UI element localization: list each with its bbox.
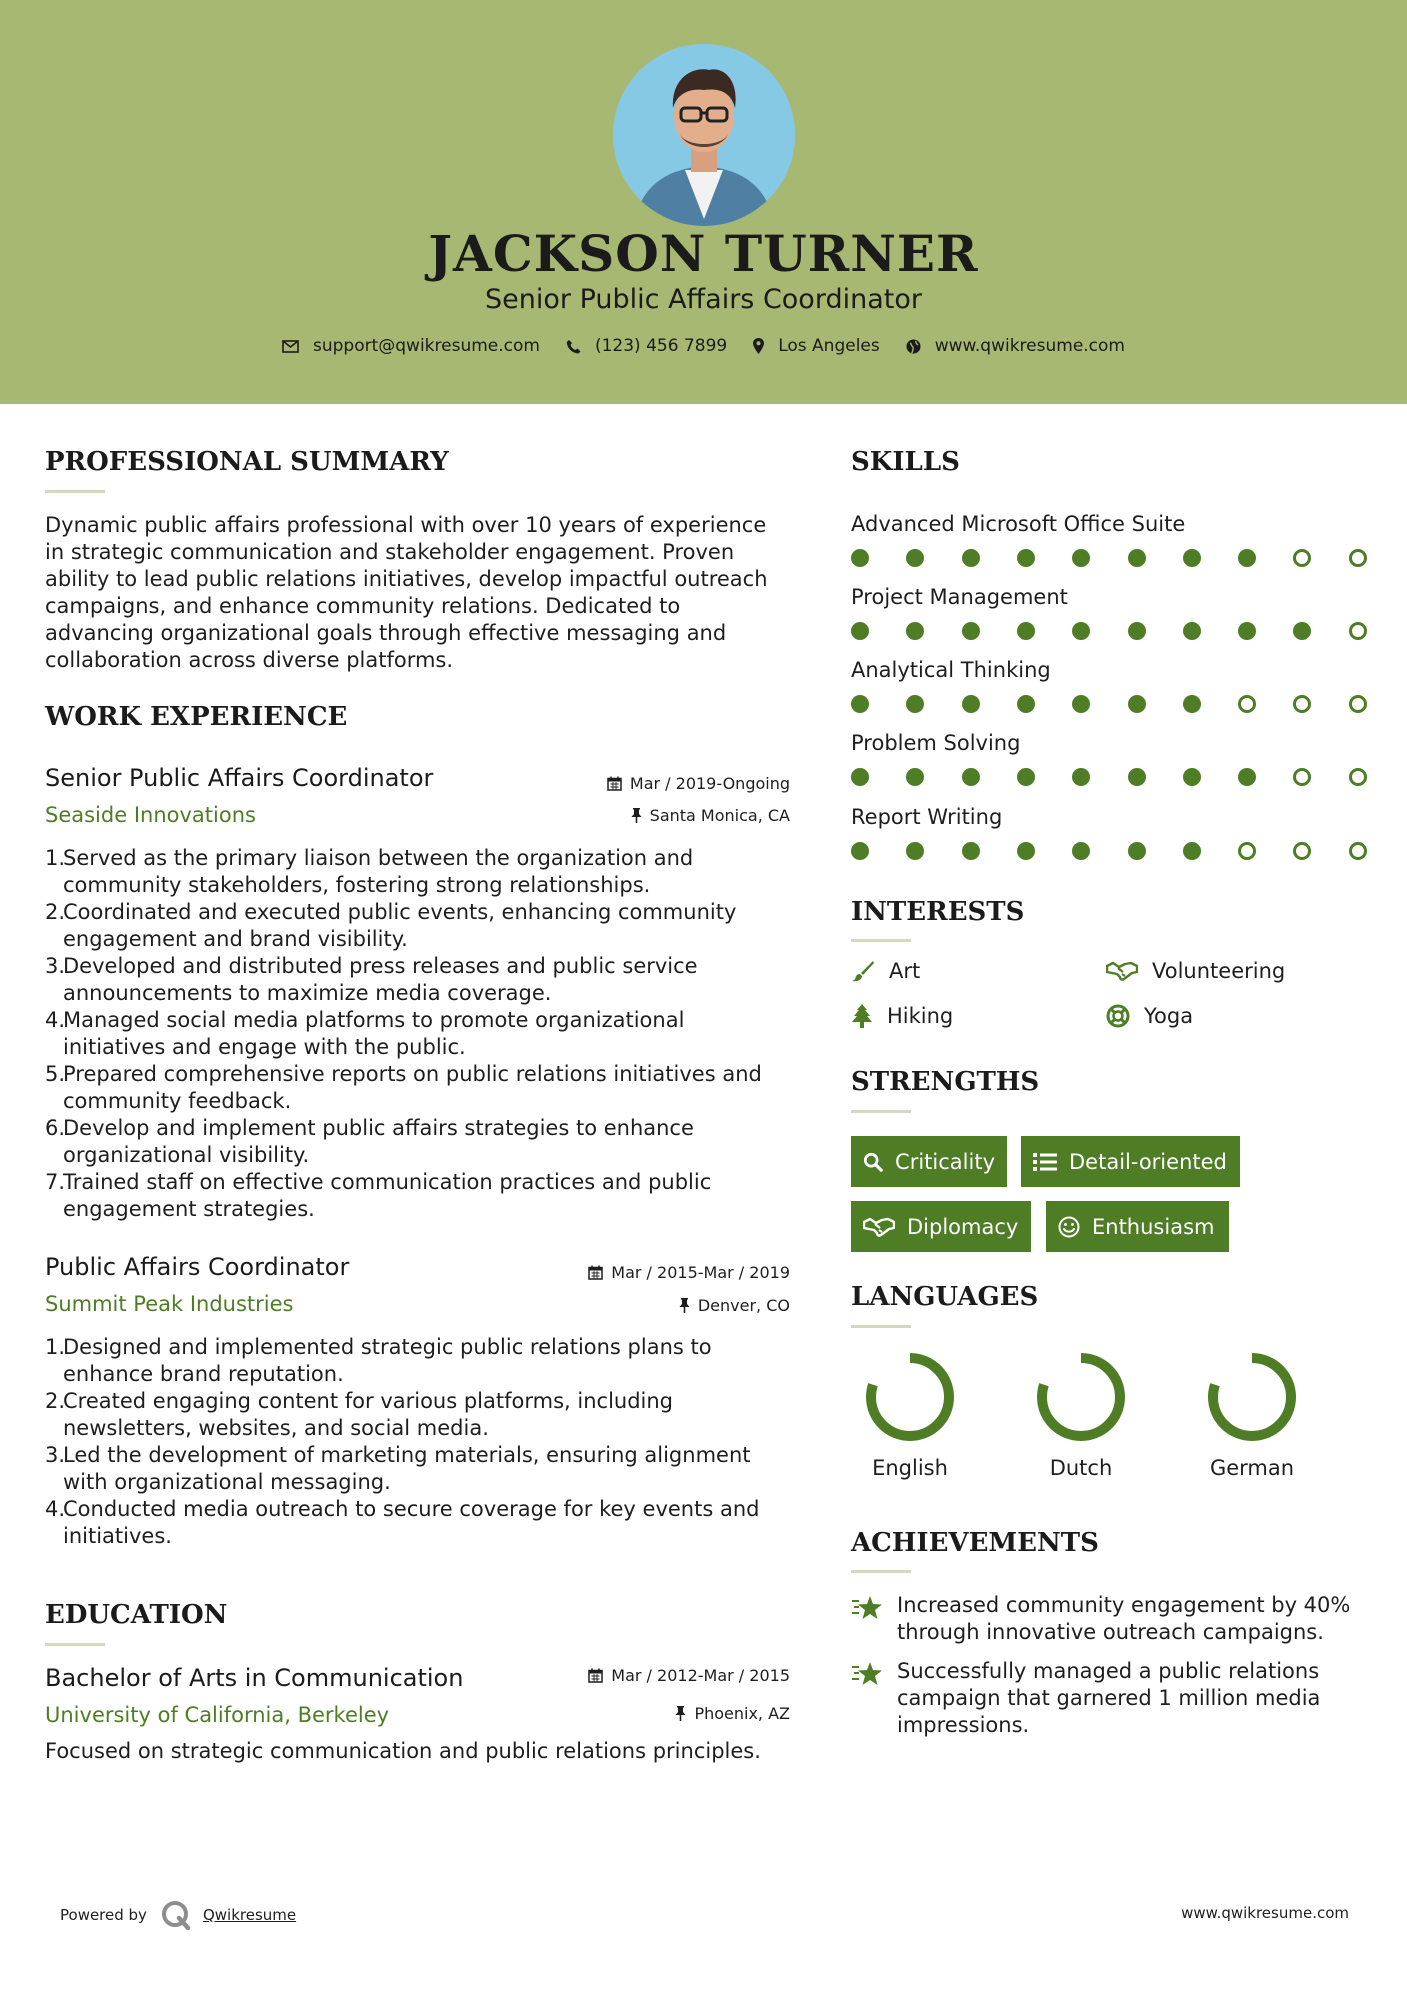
calendar-icon bbox=[607, 776, 622, 791]
rating-dot-empty bbox=[1349, 842, 1367, 860]
handshake-icon bbox=[1106, 961, 1138, 981]
rating-dot-filled bbox=[1017, 695, 1035, 713]
rating-dot-empty bbox=[1238, 695, 1256, 713]
rating-dot-filled bbox=[1183, 549, 1201, 567]
company-name: Summit Peak Industries bbox=[45, 1292, 294, 1316]
list-item: 3. Developed and distributed press releases and public service announcements to maximize media coverage. bbox=[45, 954, 698, 1005]
qwikresume-link[interactable]: Qwikresume bbox=[202, 1906, 297, 1924]
rating-dot-filled bbox=[851, 842, 869, 860]
job-dates bbox=[588, 1263, 790, 1282]
rating-dot-filled bbox=[851, 622, 869, 640]
rating-dot-filled bbox=[1072, 622, 1090, 640]
achievements-rule bbox=[851, 1570, 911, 1573]
person-illustration bbox=[613, 44, 795, 226]
calendar-icon bbox=[588, 1265, 603, 1280]
website-text: www.qwikresume.com bbox=[934, 336, 1125, 356]
language-label: English bbox=[872, 1456, 948, 1480]
location-text: Denver, CO bbox=[697, 1296, 790, 1315]
star-icon bbox=[851, 1661, 883, 1687]
strength-tag: Diplomacy bbox=[851, 1201, 1031, 1252]
tree-icon bbox=[851, 1004, 873, 1028]
contact-bar bbox=[0, 336, 1407, 356]
education-description: Focused on strategic communication and public relations principles. bbox=[45, 1739, 761, 1763]
rating-dot-filled bbox=[906, 842, 924, 860]
rating-dot-filled bbox=[1128, 842, 1146, 860]
interests-rule bbox=[851, 939, 911, 942]
pushpin-icon bbox=[675, 1706, 686, 1721]
rating-dot-filled bbox=[962, 549, 980, 567]
rating-dot-filled bbox=[1293, 622, 1311, 640]
skills-heading: SKILLS bbox=[851, 447, 960, 477]
contact-website[interactable] bbox=[906, 336, 1125, 356]
rating-dot-filled bbox=[1238, 768, 1256, 786]
rating-dot-filled bbox=[1183, 768, 1201, 786]
rating-dot-filled bbox=[1128, 768, 1146, 786]
skill-name: Analytical Thinking bbox=[851, 658, 1051, 682]
job-responsibilities bbox=[45, 845, 790, 1223]
rating-dot-filled bbox=[1128, 622, 1146, 640]
education-location bbox=[675, 1704, 790, 1723]
phone-icon bbox=[566, 339, 581, 354]
powered-by bbox=[60, 1898, 296, 1932]
language-label: German bbox=[1209, 1456, 1295, 1480]
map-pin-icon bbox=[753, 338, 764, 354]
language-item bbox=[850, 1352, 970, 1480]
pushpin-icon bbox=[679, 1298, 690, 1313]
rating-dot-filled bbox=[906, 549, 924, 567]
rating-dot-empty bbox=[1293, 549, 1311, 567]
degree-title: Bachelor of Arts in Communication bbox=[45, 1664, 464, 1692]
rating-dot-filled bbox=[962, 695, 980, 713]
lifering-icon bbox=[1106, 1004, 1130, 1028]
list-item: 1. Designed and implemented strategic public relations plans to enhance brand reputation. bbox=[45, 1335, 712, 1386]
interest-volunteering: Volunteering bbox=[1106, 959, 1285, 983]
skill-rating bbox=[851, 842, 1371, 862]
rating-dot-filled bbox=[851, 768, 869, 786]
list-item: 4. Conducted media outreach to secure coverage for key events and initiatives. bbox=[45, 1497, 760, 1548]
contact-email[interactable] bbox=[282, 336, 540, 356]
rating-dot-filled bbox=[851, 695, 869, 713]
rating-dot-filled bbox=[906, 768, 924, 786]
rating-dot-empty bbox=[1293, 842, 1311, 860]
language-ring-arc bbox=[1042, 1358, 1120, 1436]
rating-dot-filled bbox=[1072, 549, 1090, 567]
list-item: 3. Led the development of marketing materials, ensuring alignment with organizational messaging. bbox=[45, 1443, 751, 1494]
job-responsibilities bbox=[45, 1334, 790, 1550]
company-name: Seaside Innovations bbox=[45, 803, 256, 827]
smile-icon bbox=[1058, 1216, 1080, 1238]
list-item: 1. Served as the primary liaison between the organization and community stakeholders, fostering strong relationships. bbox=[45, 846, 694, 897]
candidate-role: Senior Public Affairs Coordinator bbox=[485, 284, 922, 315]
interest-art: Art bbox=[851, 959, 920, 983]
globe-icon bbox=[906, 339, 921, 354]
rating-dot-filled bbox=[851, 549, 869, 567]
rating-dot-empty bbox=[1293, 768, 1311, 786]
dates-text: Mar / 2019-Ongoing bbox=[629, 774, 790, 793]
achievement-item: Increased community engagement by 40% through innovative outreach campaigns. bbox=[851, 1592, 1371, 1646]
contact-phone[interactable] bbox=[566, 336, 727, 356]
education-dates bbox=[588, 1666, 790, 1685]
rating-dot-filled bbox=[962, 622, 980, 640]
skill-name: Problem Solving bbox=[851, 731, 1021, 755]
rating-dot-empty bbox=[1238, 842, 1256, 860]
skill-rating bbox=[851, 695, 1371, 715]
rating-dot-filled bbox=[1017, 549, 1035, 567]
experience-heading: WORK EXPERIENCE bbox=[45, 702, 348, 732]
strengths-rule bbox=[851, 1110, 911, 1113]
contact-location bbox=[753, 336, 880, 356]
rating-dot-filled bbox=[1072, 768, 1090, 786]
rating-dot-filled bbox=[1017, 842, 1035, 860]
location-text: Santa Monica, CA bbox=[649, 806, 790, 825]
languages-rule bbox=[851, 1325, 911, 1328]
strengths-heading: STRENGTHS bbox=[851, 1067, 1040, 1097]
rating-dot-filled bbox=[1128, 549, 1146, 567]
language-item bbox=[1192, 1352, 1312, 1480]
achievement-item: Successfully managed a public relations campaign that garnered 1 million media impressions. bbox=[851, 1658, 1371, 1739]
rating-dot-empty bbox=[1293, 695, 1311, 713]
rating-dot-filled bbox=[1183, 842, 1201, 860]
list-item: 4. Managed social media platforms to promote organizational initiatives and engage with the public. bbox=[45, 1008, 685, 1059]
rating-dot-filled bbox=[906, 622, 924, 640]
powered-by-label: Powered by bbox=[60, 1906, 147, 1924]
interests-heading: INTERESTS bbox=[851, 897, 1025, 927]
rating-dot-empty bbox=[1349, 622, 1367, 640]
summary-rule bbox=[45, 490, 105, 493]
language-ring bbox=[1036, 1352, 1126, 1442]
languages-heading: LANGUAGES bbox=[851, 1282, 1039, 1312]
skill-name: Advanced Microsoft Office Suite bbox=[851, 512, 1186, 536]
profile-photo bbox=[613, 44, 795, 226]
resume-header bbox=[0, 0, 1407, 404]
pushpin-icon bbox=[631, 808, 642, 823]
rating-dot-filled bbox=[1017, 622, 1035, 640]
paintbrush-icon bbox=[851, 960, 875, 982]
rating-dot-filled bbox=[962, 842, 980, 860]
job-dates bbox=[607, 774, 790, 793]
rating-dot-filled bbox=[1072, 695, 1090, 713]
location-text: Los Angeles bbox=[778, 336, 880, 356]
rating-dot-filled bbox=[1128, 695, 1146, 713]
strength-tag: Criticality bbox=[851, 1136, 1007, 1187]
list-item: 6. Develop and implement public affairs strategies to enhance organizational visibility. bbox=[45, 1116, 694, 1167]
skill-name: Report Writing bbox=[851, 805, 1003, 829]
rating-dot-filled bbox=[1238, 622, 1256, 640]
envelope-icon bbox=[282, 340, 299, 353]
job-title: Senior Public Affairs Coordinator bbox=[45, 764, 434, 792]
footer-website[interactable]: www.qwikresume.com bbox=[1181, 1904, 1349, 1922]
email-text: support@qwikresume.com bbox=[313, 336, 540, 356]
language-ring bbox=[865, 1352, 955, 1442]
rating-dot-filled bbox=[1183, 622, 1201, 640]
rating-dot-filled bbox=[1238, 549, 1256, 567]
skill-rating bbox=[851, 768, 1371, 788]
rating-dot-filled bbox=[1183, 695, 1201, 713]
rating-dot-empty bbox=[1349, 695, 1367, 713]
dates-text: Mar / 2015-Mar / 2019 bbox=[611, 1263, 790, 1282]
candidate-name: JACKSON TURNER bbox=[428, 224, 979, 283]
list-item: 5. Prepared comprehensive reports on public relations initiatives and community feedback. bbox=[45, 1062, 762, 1113]
job-location bbox=[631, 806, 790, 825]
location-text: Phoenix, AZ bbox=[694, 1704, 790, 1723]
skill-rating bbox=[851, 622, 1371, 642]
list-item: 2. Coordinated and executed public events, enhancing community engagement and brand visibility. bbox=[45, 900, 737, 951]
skill-rating bbox=[851, 549, 1371, 569]
summary-heading: PROFESSIONAL SUMMARY bbox=[45, 447, 449, 477]
language-ring-arc bbox=[1213, 1358, 1291, 1436]
list-item: 2. Created engaging content for various platforms, including newsletters, websites, and social media. bbox=[45, 1389, 674, 1440]
search-icon bbox=[863, 1151, 883, 1173]
language-label: Dutch bbox=[1049, 1456, 1113, 1480]
rating-dot-filled bbox=[1017, 768, 1035, 786]
language-ring-arc bbox=[871, 1358, 949, 1436]
list-icon bbox=[1033, 1152, 1057, 1172]
rating-dot-filled bbox=[962, 768, 980, 786]
language-item bbox=[1021, 1352, 1141, 1480]
school-name: University of California, Berkeley bbox=[45, 1703, 390, 1727]
skill-name: Project Management bbox=[851, 585, 1068, 609]
rating-dot-empty bbox=[1349, 549, 1367, 567]
rating-dot-filled bbox=[1072, 842, 1090, 860]
strength-tag: Enthusiasm bbox=[1046, 1201, 1229, 1252]
phone-text: (123) 456 7899 bbox=[594, 336, 728, 356]
education-rule bbox=[45, 1643, 105, 1646]
language-ring bbox=[1207, 1352, 1297, 1442]
interest-yoga: Yoga bbox=[1106, 1004, 1193, 1028]
qwikresume-logo-icon bbox=[159, 1898, 193, 1932]
achievements-heading: ACHIEVEMENTS bbox=[851, 1528, 1099, 1558]
summary-text: Dynamic public affairs professional with over 10 years of experience in strategic communication and stakeholder engagement. Proven ability to lead public relations initiatives, develop impactful outreach campaigns, and enhance community relations. Dedicated to advancing organizational goals through effective messaging and collaboration across diverse platforms. bbox=[45, 513, 768, 672]
education-heading: EDUCATION bbox=[45, 1600, 228, 1630]
rating-dot-filled bbox=[906, 695, 924, 713]
list-item: 7. Trained staff on effective communication practices and public engagement strategies. bbox=[45, 1170, 712, 1221]
star-icon bbox=[851, 1595, 883, 1621]
interest-hiking: Hiking bbox=[851, 1004, 953, 1028]
job-location bbox=[679, 1296, 790, 1315]
calendar-icon bbox=[588, 1668, 603, 1683]
dates-text: Mar / 2012-Mar / 2015 bbox=[611, 1666, 790, 1685]
handshake-icon bbox=[863, 1217, 895, 1237]
strength-tag: Detail-oriented bbox=[1021, 1136, 1240, 1187]
job-title: Public Affairs Coordinator bbox=[45, 1253, 350, 1281]
rating-dot-empty bbox=[1349, 768, 1367, 786]
